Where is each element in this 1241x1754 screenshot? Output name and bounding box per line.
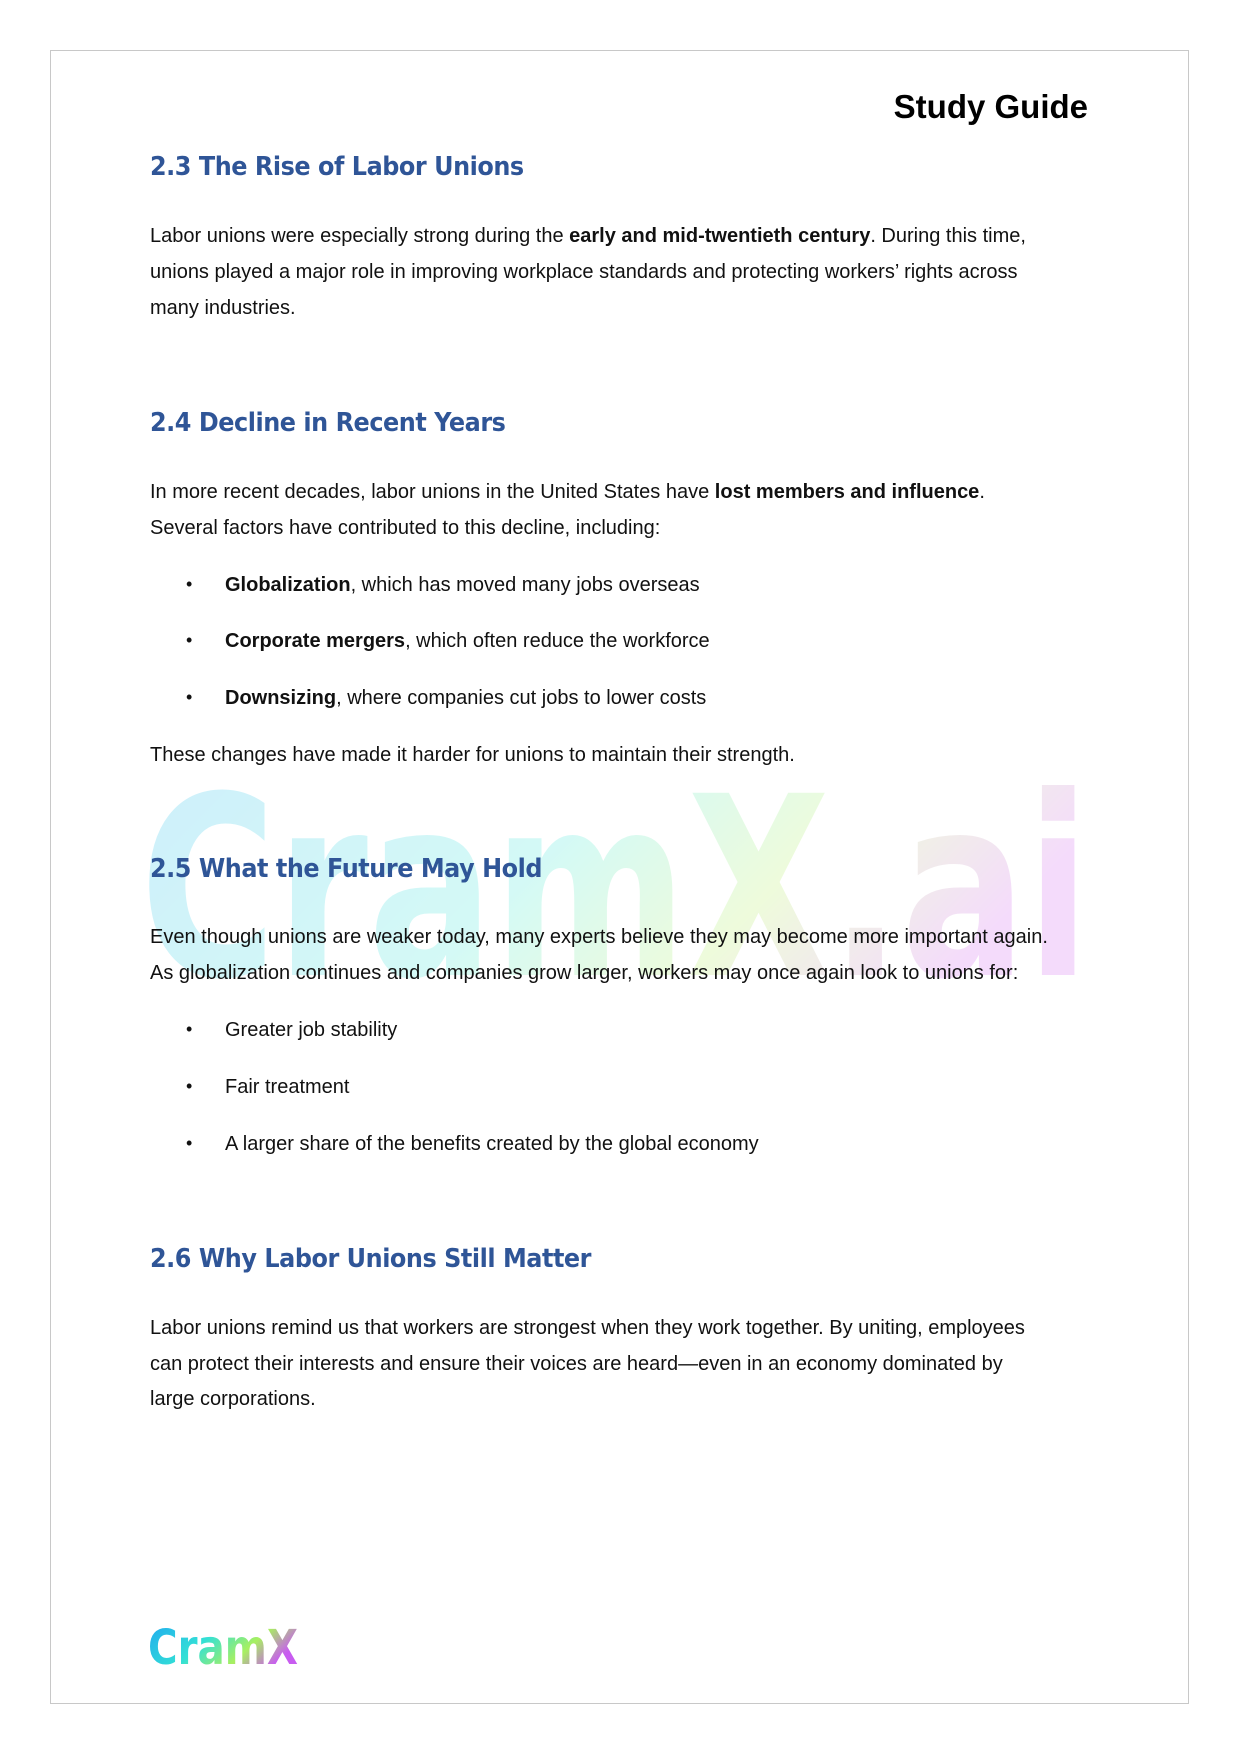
paragraph-line: Even though unions are weaker today, many experts believe they may become more important again. (150, 926, 1048, 948)
list-item: Globalization, which has moved many jobs overseas (225, 574, 700, 596)
section-heading: 2.5 What the Future May Hold (150, 854, 543, 884)
page-title: Study Guide (893, 88, 1088, 125)
paragraph-line: Labor unions remind us that workers are strongest when they work together. By uniting, employees (150, 1317, 1025, 1339)
list-item: Fair treatment (225, 1076, 350, 1098)
paragraph-line: These changes have made it harder for unions to maintain their strength. (150, 744, 795, 766)
bullet-icon: • (186, 687, 193, 707)
bullet-icon: • (186, 1076, 193, 1096)
list-item: Greater job stability (225, 1019, 398, 1041)
paragraph-line: As globalization continues and companies grow larger, workers may once again look to unions for: (150, 962, 1019, 984)
bullet-icon: • (186, 1019, 193, 1039)
paragraph-line: Several factors have contributed to this decline, including: (150, 517, 661, 539)
logo-text: CramX (148, 1620, 298, 1676)
section-heading: 2.3 The Rise of Labor Unions (150, 152, 524, 182)
watermark-text: CramX.ai (140, 743, 1090, 1034)
paragraph-line: many industries. (150, 297, 296, 319)
list-item: Corporate mergers, which often reduce the workforce (225, 630, 710, 652)
list-item: A larger share of the benefits created by the global economy (225, 1133, 759, 1155)
section-heading: 2.4 Decline in Recent Years (150, 408, 506, 438)
list-item: Downsizing, where companies cut jobs to lower costs (225, 687, 707, 709)
bullet-icon: • (186, 630, 193, 650)
cramx-logo (148, 1618, 303, 1676)
paragraph-line: can protect their interests and ensure their voices are heard—even in an economy dominated by (150, 1353, 1003, 1375)
paragraph-line: In more recent decades, labor unions in the United States have lost members and influence. (150, 481, 985, 503)
paragraph-line: unions played a major role in improving workplace standards and protecting workers’ rights across (150, 261, 1018, 283)
bullet-icon: • (186, 1133, 193, 1153)
section-heading: 2.6 Why Labor Unions Still Matter (150, 1244, 592, 1274)
paragraph-line: large corporations. (150, 1388, 316, 1410)
bullet-icon: • (186, 574, 193, 594)
paragraph-line: Labor unions were especially strong during the early and mid-twentieth century. During this time, (150, 225, 1026, 247)
